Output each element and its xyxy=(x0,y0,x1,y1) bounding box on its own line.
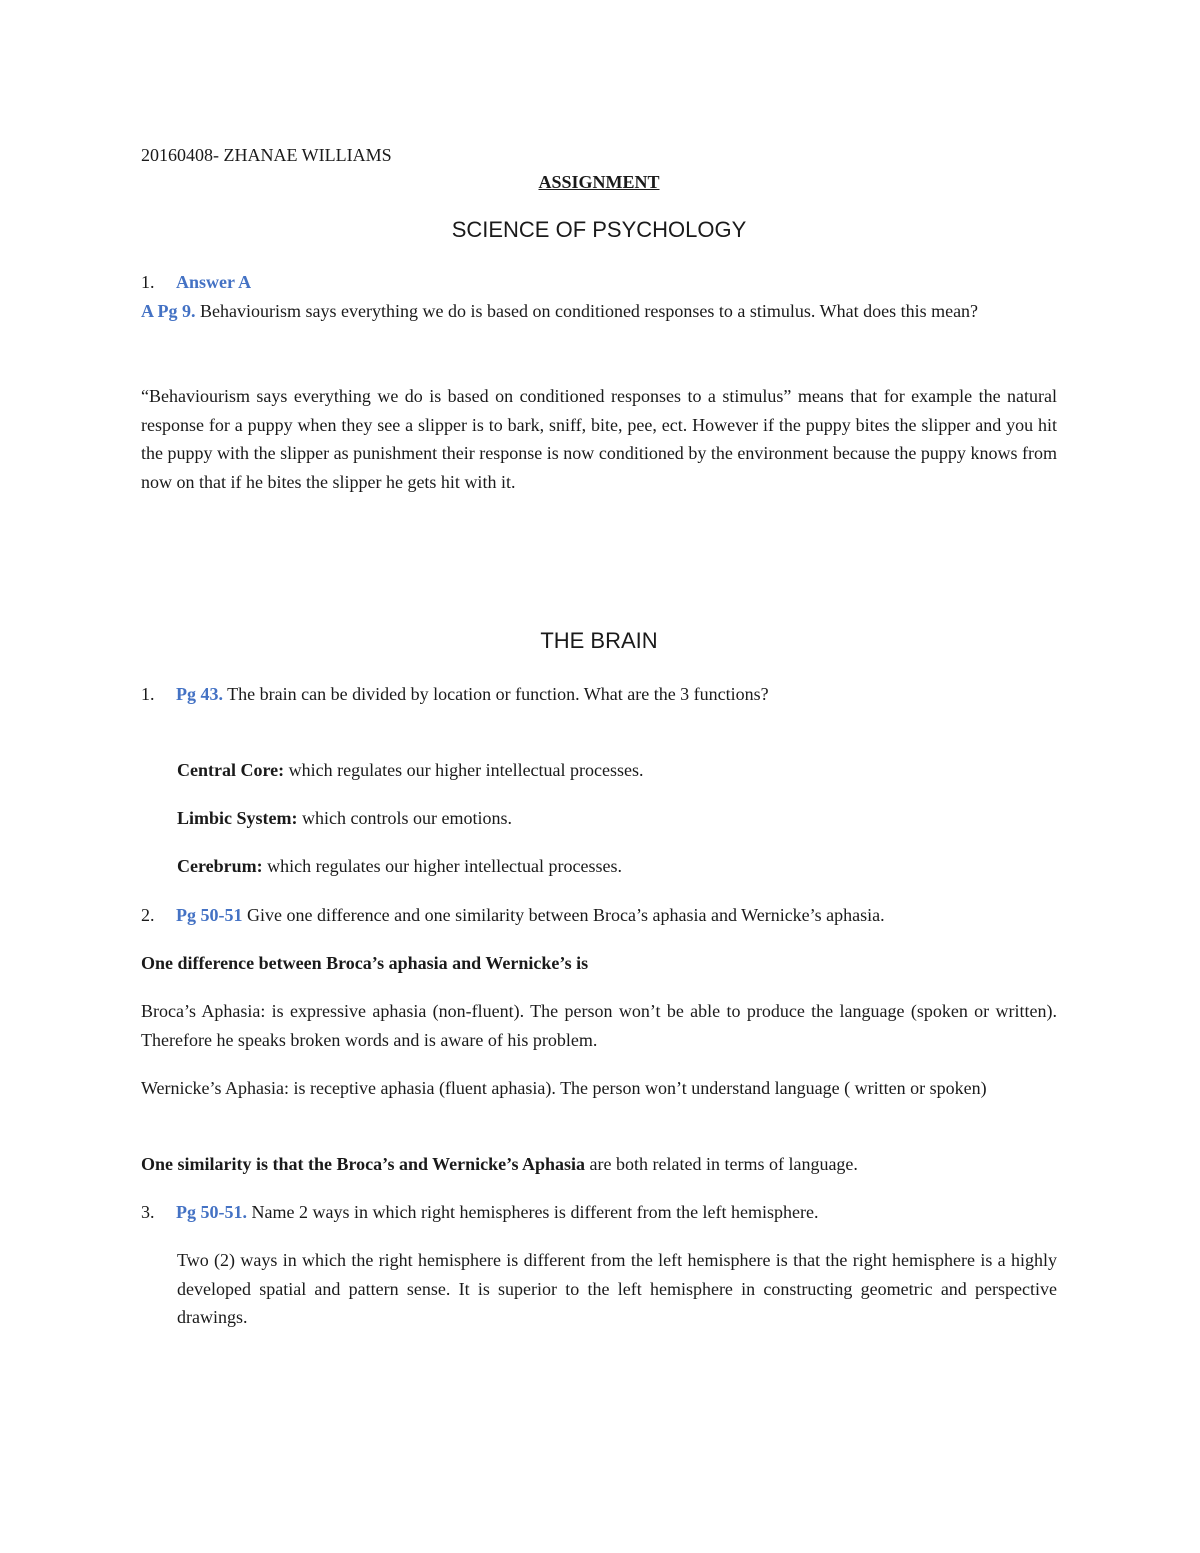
function-desc: which controls our emotions. xyxy=(297,808,512,828)
function-cerebrum xyxy=(177,852,1057,881)
question-number: 3. xyxy=(141,1202,155,1222)
page-reference: Pg 50-51. xyxy=(176,1202,247,1222)
section-title-the-brain: THE BRAIN xyxy=(540,628,658,653)
question-number: 2. xyxy=(141,905,155,925)
function-term: Cerebrum: xyxy=(177,856,263,876)
page-reference: Pg 50-51 xyxy=(176,905,243,925)
question-text: Give one difference and one similarity between Broca’s aphasia and Wernicke’s aphasia. xyxy=(242,905,885,925)
brain-question-3 xyxy=(141,1198,1057,1227)
question-text: The brain can be divided by location or function. What are the 3 functions? xyxy=(223,684,769,704)
brain-question-1 xyxy=(141,680,1057,709)
page-reference: Pg 43. xyxy=(176,684,223,704)
section-title-science-of-psychology: SCIENCE OF PSYCHOLOGY xyxy=(451,217,747,242)
wernicke-aphasia-text: Wernicke’s Aphasia: is receptive aphasia (fluent aphasia). The person won’t understand language ( written or spoken) xyxy=(141,1078,987,1098)
author-line: 20160408- ZHANAE WILLIAMS xyxy=(141,145,392,165)
function-desc: which regulates our higher intellectual processes. xyxy=(262,856,623,876)
question-1-answer xyxy=(141,268,1057,297)
question-number: 1. xyxy=(141,684,155,704)
question-3-response: Two (2) ways in which the right hemisphere is different from the left hemisphere is that the right hemisphere is a highly developed spatial and pattern sense. It is superior to the left hemisphere in constructing geometric and perspective drawings. xyxy=(177,1250,1057,1327)
question-number: 1. xyxy=(141,272,155,292)
page-reference: A Pg 9. xyxy=(141,301,196,321)
similarity-bold: One similarity is that the Broca’s and Wernicke’s Aphasia xyxy=(141,1154,586,1174)
question-1-prompt xyxy=(141,297,1057,326)
function-central-core xyxy=(177,756,1057,785)
brain-question-2 xyxy=(141,901,1057,930)
function-term: Central Core: xyxy=(177,760,285,780)
question-text: Behaviourism says everything we do is based on conditioned responses to a stimulus. What does this mean? xyxy=(195,301,979,321)
answer-label: Answer A xyxy=(176,272,252,292)
function-term: Limbic System: xyxy=(177,808,298,828)
difference-heading: One difference between Broca’s aphasia and Wernicke’s is xyxy=(141,953,589,973)
similarity-line xyxy=(141,1150,1057,1179)
assignment-title: ASSIGNMENT xyxy=(538,172,660,192)
question-text: Name 2 ways in which right hemispheres is different from the left hemisphere. xyxy=(247,1202,819,1222)
similarity-rest: are both related in terms of language. xyxy=(585,1154,858,1174)
function-desc: which regulates our higher intellectual processes. xyxy=(284,760,644,780)
question-1-response: “Behaviourism says everything we do is based on conditioned responses to a stimulus” means that for example the natural response for a puppy when they see a slipper is to bark, sniff, bite, pee, ect. However if the puppy bites the slipper and you hit the puppy with the slipper as punishment their response is now conditioned by the environment because the puppy knows from now on that if he bites the slipper he gets hit with it. xyxy=(141,386,1057,492)
function-limbic-system xyxy=(177,804,1057,833)
broca-aphasia-text: Broca’s Aphasia: is expressive aphasia (non-fluent). The person won’t be able to produce the language (spoken or written). Therefore he speaks broken words and is aware of his problem. xyxy=(141,1001,1057,1050)
